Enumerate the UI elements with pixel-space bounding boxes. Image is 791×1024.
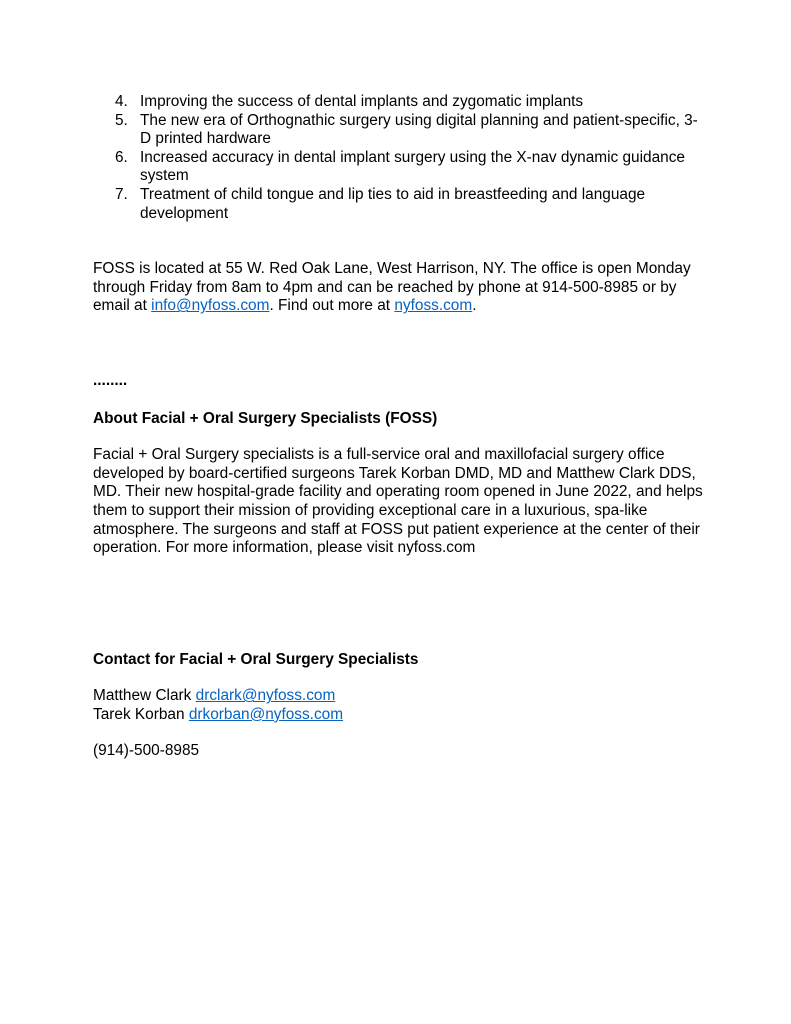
contact-email-link[interactable]: drkorban@nyfoss.com xyxy=(188,705,344,723)
location-text-after: . xyxy=(472,297,477,315)
list-item-number: 4. xyxy=(115,93,128,110)
list-item xyxy=(93,186,703,223)
list-item-text: Increased accuracy in dental implant surgery using the X-nav dynamic guidance system xyxy=(140,148,685,185)
list-item-number: 5. xyxy=(115,111,128,129)
about-heading: About Facial + Oral Surgery Specialists (FOSS) xyxy=(93,409,438,427)
list-item-number: 6. xyxy=(115,148,128,166)
list-item xyxy=(93,149,703,186)
location-text: FOSS is located at 55 W. Red Oak Lane, West Harrison, NY. The office is open Monday through Friday from 8am to 4pm and can be reached by phone at 914-500-8985 or by email at xyxy=(93,260,691,315)
list-item-text: The new era of Orthognathic surgery using digital planning and patient-specific, 3-D printed hardware xyxy=(140,111,698,148)
website-link[interactable]: nyfoss.com xyxy=(394,297,473,315)
list-item-text: Improving the success of dental implants and zygomatic implants xyxy=(140,93,584,110)
contact-email-link[interactable]: drclark@nyfoss.com xyxy=(195,687,336,705)
separator-dots: ........ xyxy=(93,371,128,389)
contact-name: Tarek Korban xyxy=(93,705,185,723)
contact-heading: Contact for Facial + Oral Surgery Specialists xyxy=(93,650,419,668)
info-email-link[interactable]: info@nyfoss.com xyxy=(151,297,270,315)
list-item-number: 7. xyxy=(115,185,128,203)
contact-name: Matthew Clark xyxy=(93,687,192,705)
about-body: Facial + Oral Surgery specialists is a full-service oral and maxillofacial surgery office developed by board-certified surgeons Tarek Korban DMD, MD and Matthew Clark DDS, MD. Their new hospital-grade facility and operating room opened in June 2022, and helps them to support their mission of providing exceptional care in a luxurious, spa-like atmosphere. The surgeons and staff at FOSS put patient experience at the center of their operation. For more information, please visit nyfoss.com xyxy=(93,446,703,557)
contact-phone: (914)-500-8985 xyxy=(93,742,200,760)
location-text-between: . Find out more at xyxy=(269,297,395,315)
list-item-text: Treatment of child tongue and lip ties to aid in breastfeeding and language development xyxy=(140,185,646,222)
list-item xyxy=(93,112,703,149)
list-item xyxy=(93,93,703,112)
location-paragraph xyxy=(93,260,703,316)
document-page xyxy=(93,93,703,761)
contact-person xyxy=(93,687,703,706)
contact-person xyxy=(93,706,703,725)
topics-list xyxy=(93,93,703,223)
